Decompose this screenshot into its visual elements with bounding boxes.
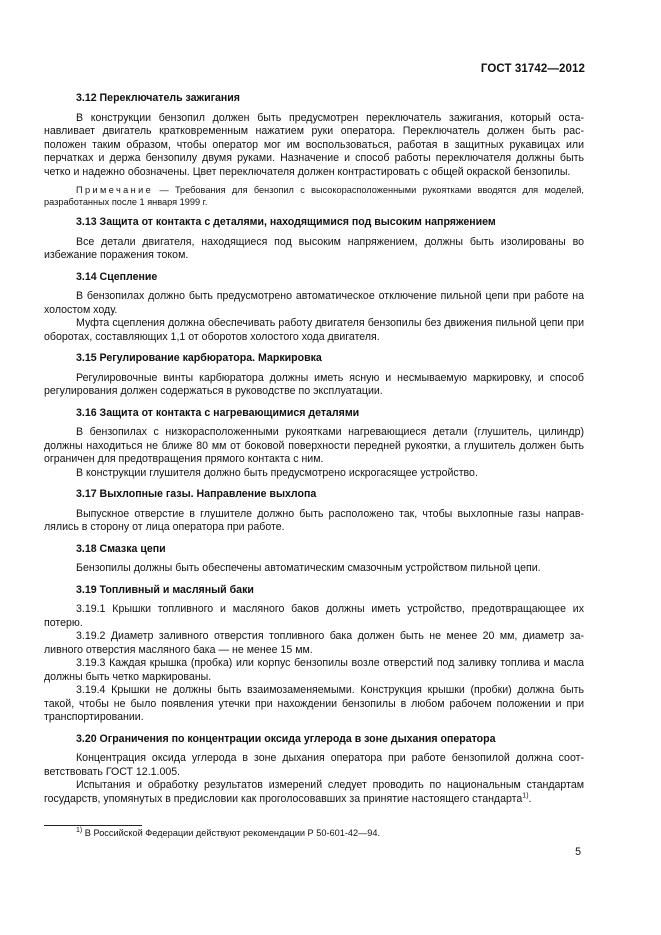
paragraph: 3.19.1 Крышки топливного и масляного баков должны иметь устройство, предотвращающее их потерю. bbox=[44, 603, 584, 629]
paragraph: В конструкции бензопил должен быть предусмотрен переключатель зажигания, который оста-навливает двигатель кратковременным нажатием руки оператора. Переключатель должен быть рас-положен таким образом, чтобы оператор мог им воспользоваться, работая в защитных рукавицах или перчатках и держа бензопилу двумя руками. Назначение и способ работы переключателя должны быть четко и надежно обозначены. Цвет переключателя должен контрастировать с общей окраской бензопилы. bbox=[44, 111, 584, 178]
paragraph: В конструкции глушителя должно быть предусмотрено искрогасящее устройство. bbox=[76, 466, 478, 479]
footnote-text: В Российской Федерации действуют рекомендации Р 50-601-42—94. bbox=[82, 828, 381, 838]
footnote bbox=[76, 828, 380, 838]
paragraph: 3.19.2 Диаметр заливного отверстия топливного бака должен быть не менее 20 мм, диаметр за-ливного отверстия масляного бака — не менее 15 мм. bbox=[44, 630, 584, 656]
paragraph: Бензопилы должны быть обеспечены автоматическим смазочным устройством пильной цепи. bbox=[76, 562, 541, 574]
section-heading-3-15: 3.15 Регулирование карбюратора. Маркировка bbox=[76, 352, 322, 364]
paragraph: 3.19.4 Крышки не должны быть взаимозаменяемыми. Конструкция крышки (пробки) должна быть такой, чтобы не было появления утечки при нахождении бензопилы в любом рабочем положении и при транспортировании. bbox=[44, 684, 584, 723]
section-heading-3-18: 3.18 Смазка цепи bbox=[76, 542, 166, 555]
section-heading-3-13: 3.13 Защита от контакта с деталями, находящимися под высоким напряжением bbox=[76, 216, 496, 228]
main-content bbox=[44, 92, 584, 806]
paragraph-end: . bbox=[528, 792, 532, 805]
paragraph: В бензопилах должно быть предусмотрено автоматическое отключение пильной цепи при работе на холостом ходу. bbox=[44, 290, 584, 316]
section-heading-3-20: 3.20 Ограничения по концентрации оксида углерода в зоне дыхания оператора bbox=[76, 732, 496, 745]
footnote-reference: 1) bbox=[522, 791, 529, 799]
paragraph: Муфта сцепления должна обеспечивать работу двигателя бензопилы без движения пильной цепи при оборотах, составляющих 1,1 от оборотов холостого хода двигателя. bbox=[44, 317, 584, 343]
footnote-mark: 1) bbox=[76, 826, 83, 834]
page-number: 5 bbox=[575, 846, 581, 858]
paragraph: Регулировочные винты карбюратора должны иметь ясную и несмываемую маркировку, и способ регулирования должен содержаться в руководстве по эксплуатации. bbox=[44, 371, 584, 397]
paragraph: Концентрация оксида углерода в зоне дыхания оператора при работе бензопилой должна соот-ветствовать ГОСТ 12.1.005. bbox=[44, 752, 584, 778]
paragraph: Выпускное отверстие в глушителе должно быть расположено так, чтобы выхлопные газы направ-лялись в сторону от лица оператора при работе. bbox=[44, 507, 584, 533]
section-heading-3-17: 3.17 Выхлопные газы. Направление выхлопа bbox=[76, 488, 317, 500]
section-heading-3-14: 3.14 Сцепление bbox=[76, 270, 158, 283]
paragraph: 3.19.3 Каждая крышка (пробка) или корпус бензопилы возле отверстий под заливку топлива и масла должны быть четко маркированы. bbox=[44, 657, 584, 683]
section-heading-3-19: 3.19 Топливный и масляный баки bbox=[76, 583, 254, 596]
standard-header: ГОСТ 31742—2012 bbox=[480, 63, 585, 75]
footnote-divider bbox=[44, 825, 142, 826]
note-label: Примечание bbox=[76, 185, 154, 195]
note-text: — Требования для бензопил с высокорасположенными рукоятками вводятся для моделей, разработанных после 1 января 1999 г. bbox=[44, 185, 584, 207]
section-heading-3-16: 3.16 Защита от контакта с нагревающимися деталями bbox=[76, 406, 360, 419]
paragraph-text: Испытания и обработку результатов измерений следует проводить по национальным стандартам государств, упомянутых в предисловии как проголосовавших за принятие настоящего стандарта bbox=[44, 779, 584, 805]
paragraph bbox=[44, 779, 584, 806]
paragraph: В бензопилах с низкорасположенными рукоятками нагревающиеся детали (глушитель, цилиндр) должны находиться не ближе 80 мм от боковой поверхности передней рукоятки, а глушитель должен быть ограничен для предотвращения прямого контакта с ним. bbox=[44, 426, 584, 465]
note bbox=[44, 184, 584, 208]
section-heading-3-12: 3.12 Переключатель зажигания bbox=[76, 92, 240, 104]
paragraph: Все детали двигателя, находящиеся под высоким напряжением, должны быть изолированы во избежание поражения током. bbox=[44, 235, 584, 261]
